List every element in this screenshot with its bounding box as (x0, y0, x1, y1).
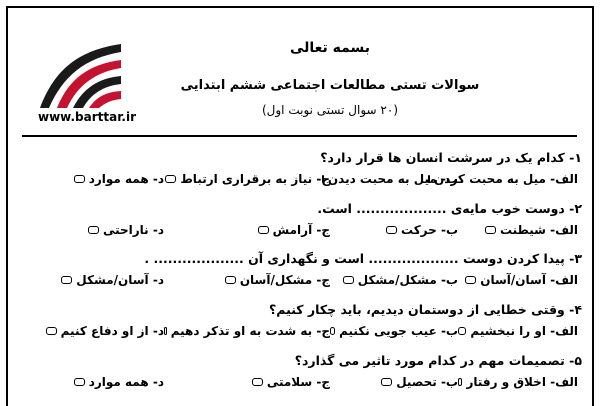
option-label: ج- سلامتی (266, 375, 330, 389)
option-label: د- همه موارد (88, 375, 164, 389)
bismillah-heading: بسمه تعالی (289, 40, 371, 56)
options-3 (58, 273, 578, 287)
option-label: الف- میل به محبت کردن (434, 172, 578, 186)
option-1-d[interactable] (74, 172, 164, 186)
option-3-b[interactable] (330, 273, 458, 287)
checkbox-icon[interactable] (165, 175, 176, 183)
options-5 (58, 375, 578, 389)
option-label: ج- به شدت به او تذکر دهیم (170, 324, 330, 338)
option-2-b[interactable] (330, 223, 458, 237)
checkbox-icon[interactable] (330, 327, 335, 335)
option-3-d[interactable] (61, 273, 164, 287)
option-label: ب- عیب جویی نکنیم (339, 324, 458, 338)
checkbox-icon[interactable] (164, 327, 167, 335)
option-3-a[interactable] (458, 273, 578, 287)
option-label: د- از او دفاع کنیم (60, 324, 164, 338)
checkbox-icon[interactable] (46, 327, 57, 335)
option-label: الف- او را نبخشیم (470, 324, 578, 338)
option-4-b[interactable] (330, 324, 458, 338)
option-label: ب- میل به محبت دیدن (327, 172, 458, 186)
option-label: د- ناراحتی (102, 223, 164, 237)
option-1-a[interactable] (434, 172, 578, 186)
option-label: ج- مشکل/آسان (239, 273, 330, 287)
option-2-c[interactable] (164, 223, 330, 237)
option-4-c[interactable] (164, 324, 330, 338)
option-5-d[interactable] (74, 375, 164, 389)
checkbox-icon[interactable] (74, 378, 85, 386)
option-5-b[interactable] (330, 375, 458, 389)
question-4: ۴- وقتی خطایی از دوستمان دیدیم، باید چکار کنیم؟ (269, 302, 582, 317)
checkbox-icon[interactable] (74, 175, 85, 183)
option-2-a[interactable] (458, 223, 578, 237)
options-2 (58, 223, 578, 237)
option-5-c[interactable] (164, 375, 330, 389)
checkbox-icon[interactable] (225, 276, 236, 284)
question-3: ۳- پیدا کردن دوست ................... است و نگهداری آن ................... . (144, 251, 582, 266)
checkbox-icon[interactable] (343, 276, 354, 284)
checkbox-icon[interactable] (258, 226, 269, 234)
checkbox-icon[interactable] (381, 378, 392, 386)
barttar-logo-icon (35, 38, 125, 110)
option-label: الف- اخلاق و رفتار (466, 375, 578, 389)
option-label: الف- آسان/آسان (480, 273, 578, 287)
header-divider (22, 135, 577, 137)
website-url: www.barttar.ir (38, 110, 137, 124)
option-1-c[interactable] (164, 172, 330, 186)
page-title: سوالات تستی مطالعات اجتماعی ششم ابتدایی (180, 78, 480, 93)
question-5: ۵- تصمیمات مهم در کدام مورد تاثیر می گذارد؟ (294, 353, 582, 368)
options-1 (58, 172, 578, 186)
checkbox-icon[interactable] (252, 378, 263, 386)
option-4-d[interactable] (46, 324, 164, 338)
option-2-d[interactable] (88, 223, 164, 237)
options-4 (58, 324, 578, 338)
checkbox-icon[interactable] (61, 276, 72, 284)
checkbox-icon[interactable] (465, 276, 476, 284)
option-5-a[interactable] (458, 375, 578, 389)
option-3-c[interactable] (164, 273, 330, 287)
option-label: ج- آرامش (272, 223, 330, 237)
checkbox-icon[interactable] (88, 226, 99, 234)
option-label: ب- مشکل/مشکل (357, 273, 458, 287)
option-1-b[interactable] (327, 172, 458, 186)
question-1: ۱- کدام یک در سرشت انسان ها قرار دارد؟ (320, 150, 582, 165)
option-label: د- همه موارد (88, 172, 164, 186)
checkbox-icon[interactable] (485, 226, 496, 234)
checkbox-icon[interactable] (458, 327, 466, 335)
option-label: ج- نیاز به برقراری ارتباط (180, 172, 330, 186)
option-label: د- آسان/مشکل (76, 273, 164, 287)
page-subtitle: (۲۰ سوال تستی نوبت اول) (261, 103, 398, 117)
question-2: ۲- دوست خوب مایه‌ی ................... است. (317, 201, 582, 216)
option-label: ب- حرکت (400, 223, 458, 237)
option-4-a[interactable] (458, 324, 578, 338)
option-label: الف- شیطنت (499, 223, 578, 237)
option-label: ب- تحصیل (396, 375, 458, 389)
checkbox-icon[interactable] (386, 226, 397, 234)
checkbox-icon[interactable] (458, 378, 462, 386)
